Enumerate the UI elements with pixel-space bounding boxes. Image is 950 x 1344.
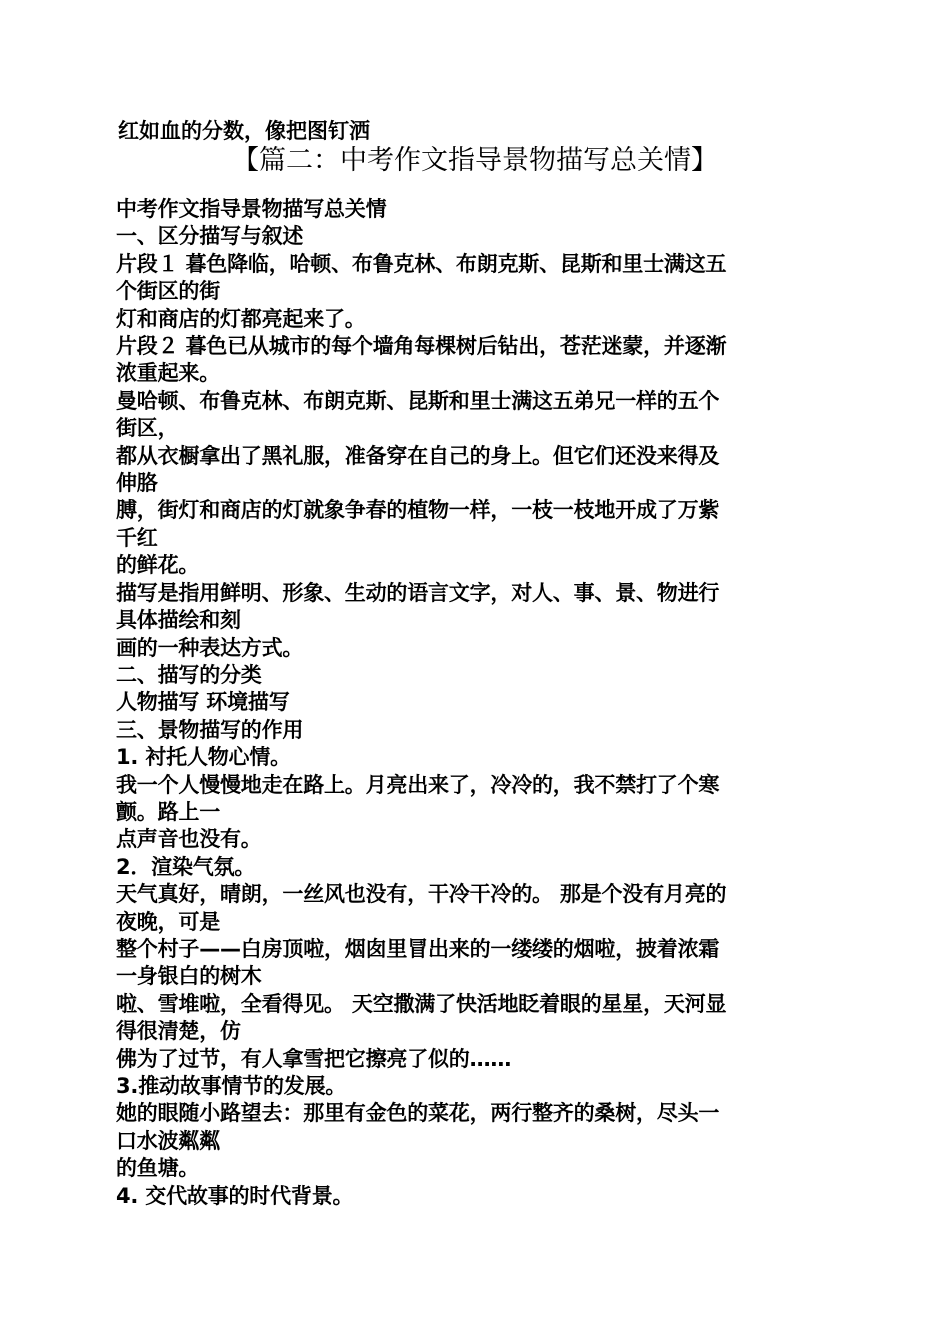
text-line: 得很清楚，仿 bbox=[116, 1019, 241, 1044]
text-line: 一身银白的树木 bbox=[116, 964, 262, 989]
text-line: 千红 bbox=[116, 525, 158, 550]
text-line: 膊，街灯和商店的灯就象争春的植物一样，一枝一枝地开成了万紫 bbox=[116, 498, 720, 523]
text-line: 三、景物描写的作用 bbox=[116, 717, 304, 742]
text-line: 1. 衬托人物心情。 bbox=[116, 745, 291, 770]
text-line: 曼哈顿、布鲁克林、布朗克斯、昆斯和里士满这五弟兄一样的五个 bbox=[116, 388, 720, 413]
text-line: 画的一种表达方式。 bbox=[116, 635, 304, 660]
text-line: 伸胳 bbox=[116, 471, 158, 496]
text-line: 啦、雪堆啦，全看得见。 天空撒满了快活地眨着眼的星星，天河显 bbox=[116, 991, 727, 1016]
text-line: 4. 交代故事的时代背景。 bbox=[116, 1183, 354, 1208]
text-line: 3.推动故事情节的发展。 bbox=[116, 1074, 347, 1098]
text-line: 2．渲染气氛。 bbox=[116, 854, 256, 879]
text-line: 夜晚，可是 bbox=[116, 909, 220, 934]
text-line: 片段１ 暮色降临，哈顿、布鲁克林、布朗克斯、昆斯和里士满这五 bbox=[116, 251, 727, 276]
text-line: 一、区分描写与叙述 bbox=[116, 224, 304, 249]
text-line: 她的眼随小路望去：那里有金色的菜花，两行整齐的桑树，尽头一 bbox=[116, 1101, 720, 1126]
text-line: 点声音也没有。 bbox=[116, 827, 262, 852]
text-line: 人物描写 环境描写 bbox=[116, 690, 290, 715]
intro-line: 红如血的分数，像把图钉洒 bbox=[118, 119, 370, 143]
text-line: 浓重起来。 bbox=[116, 361, 220, 386]
text-line: 街区， bbox=[116, 416, 179, 441]
text-line: 具体描绘和刻 bbox=[116, 608, 241, 633]
text-line: 都从衣橱拿出了黑礼服，准备穿在自己的身上。但它们还没来得及 bbox=[116, 443, 720, 468]
text-line: 天气真好，晴朗，一丝风也没有，干冷干冷的。 那是个没有月亮的 bbox=[116, 882, 727, 907]
text-line: 灯和商店的灯都亮起来了。 bbox=[116, 306, 366, 331]
text-line: 个街区的街 bbox=[116, 279, 220, 304]
text-line: 描写是指用鲜明、形象、生动的语言文字，对人、事、景、物进行 bbox=[116, 580, 720, 605]
body-text bbox=[116, 196, 828, 1210]
text-line: 的鲜花。 bbox=[116, 553, 200, 578]
text-line: 中考作文指导景物描写总关情 bbox=[116, 197, 387, 221]
text-line: 佛为了过节，有人拿雪把它擦亮了似的…… bbox=[116, 1046, 512, 1071]
text-line: 口水波粼粼 bbox=[116, 1128, 220, 1153]
text-line: 片段２ 暮色已从城市的每个墙角每棵树后钻出，苍茫迷蒙，并逐渐 bbox=[116, 334, 727, 359]
text-line: 的鱼塘。 bbox=[116, 1156, 200, 1181]
section-title: 【篇二：中考作文指导景物描写总关情】 bbox=[232, 145, 718, 176]
text-line: 我一个人慢慢地走在路上。月亮出来了，冷冷的，我不禁打了个寒 bbox=[116, 772, 720, 797]
text-line: 二、描写的分类 bbox=[116, 662, 262, 687]
text-line: 整个村子——白房顶啦，烟囱里冒出来的一缕缕的烟啦，披着浓霜 bbox=[116, 936, 720, 961]
text-line: 颤。路上一 bbox=[116, 799, 220, 824]
